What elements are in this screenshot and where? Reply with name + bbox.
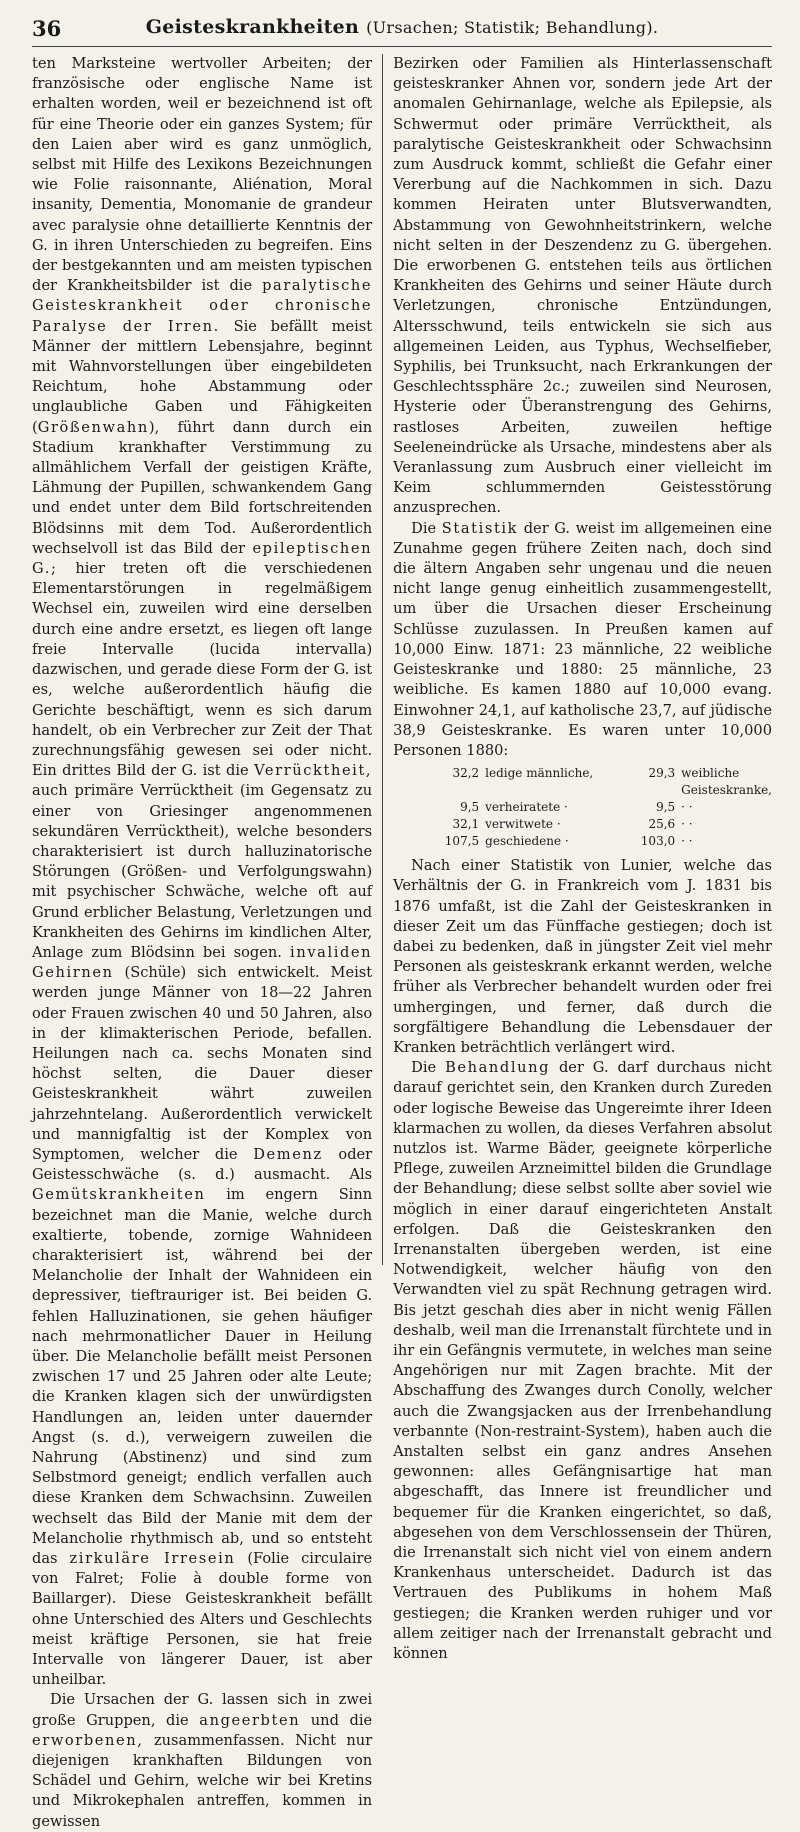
running-head-subtitle: (Ursachen; Statistik; Behandlung). [366, 18, 659, 37]
emphasis: invaliden Gehirnen [32, 943, 373, 982]
text-columns [32, 54, 773, 1830]
running-head-title: Geisteskrankheiten [145, 16, 360, 38]
emphasis: zirkuläre Irresein [69, 1550, 236, 1568]
emphasis: Demenz [253, 1145, 323, 1163]
right-column [383, 54, 773, 1663]
emphasis: angeerbten [199, 1711, 301, 1729]
paragraph: Die Statistik der G. weist im allgemeinen eine Zunahme gegen frühere Zeiten nach, doch sind die ältern Angaben sehr ungenau und die neuen nicht lange genug einheitlich zusammengestellt, um über die Ursachen dieser Erscheinung Schlüsse zuzulassen. In Preußen kamen auf 10,000 Einw. 1871: 23 männliche, 22 weibliche Geisteskranke und 1880: 25 männliche, 23 weibliche. Es kamen 1880 auf 10,000 evang. Einwohner 24,1, auf katholische 23,7, auf jüdische 38,9 Geisteskranke. Es waren unter 10,000 Personen 1880: [393, 519, 772, 759]
paragraph: ten Marksteine wertvoller Arbeiten; der französische oder englische Name ist erhalten worden, weil er bezeichnend ist oft für eine Theorie oder ein ganzes System; für den Laien aber wird es ganz unmöglich, selbst mit Hilfe des Lexikons Bezeichnungen wie Folie raisonnante, Aliénation, Moral insanity, Dementia, Monomanie de grandeur avec paralysie ohne detaillierte Kenntnis der G. in ihren Unterschieden zu begreifen. Eins der bestgekannten und am meisten typischen der Krankheitsbilder ist die paralytische Geisteskrankheit oder chronische Paralyse der Irren. Sie befällt meist Männer der mittlern Lebensjahre, beginnt mit Wahnvorstellungen über eingebildeten Reichtum, hohe Abstammung oder unglaubliche Gaben und Fähigkeiten (Größenwahn), führt dann durch ein Stadium krankhafter Verstimmung zu allmählichem Verfall der geistigen Kräfte, Lähmung der Pupillen, schwankendem Gang und endet unter dem Bild fortschreitenden Blödsinns mit dem Tod. Außerordentlich wechselvoll ist das Bild der epileptischen G.; hier treten oft die verschiedenen Elementarstörungen in regelmäßigem Wechsel ein, zuweilen wird eine derselben durch eine andre ersetzt, es liegen oft lange freie Intervalle (lucida intervalla) dazwischen, und gerade diese Form der G. ist es, welche außerordentlich häufig die Gerichte beschäftigt, wenn es sich darum handelt, ob ein Verbrecher zur Zeit der That zurechnungsfähig gewesen sei oder nicht. Ein drittes Bild der G. ist die Verrücktheit, auch primäre Verrücktheit (im Gegensatz zu einer von Griesinger angenommenen sekundären Verrücktheit), welche besonders charakterisiert ist durch halluzinatorische Störungen (Größen- und Verfolgungswahn) mit psychischer Schwäche, welche oft auf Grund erblicher Belastung, Verletzungen und Krankheiten des Gehirns im kindlichen Alter, Anlage zum Blödsinn bei sogen. invaliden Gehirnen (Schüle) sich entwickelt. Meist werden junge Männer von 18—22 Jahren oder Frauen zwischen 40 und 50 Jahren, also in der klimakterischen Periode, befallen. Heilungen nach ca. sechs Monaten sind höchst selten, die Dauer dieser Geisteskrankheit währt zuweilen jahrzehntelang. Außerordentlich verwickelt und mannigfaltig ist der Komplex von Symptomen, welcher die Demenz oder Geistesschwäche (s. d.) ausmacht. Als Gemütskrankheiten im engern Sinn bezeichnet man die Manie, welche durch exaltierte, tobende, zornige Wahnideen charakterisiert ist, während bei der Melancholie der Inhalt der Wahnideen ein depressiver, tieftrauriger ist. Bei beiden G. fehlen Halluzinationen, sie gehen häufiger nach mehrmonatlicher Dauer in Heilung über. Die Melancholie befällt meist Personen zwischen 17 und 25 Jahren oder alte Leute; die Kranken klagen sich der unwürdigsten Handlungen an, leiden unter dauernder Angst (s. d.), verweigern zuweilen die Nahrung (Abstinenz) und sind zum Selbstmord geneigt; endlich verfallen auch diese Kranken dem Schwachsinn. Zuweilen wechselt das Bild der Manie mit dem der Melancholie rhythmisch ab, und so entsteht das zirkuläre Irresein (Folie circulaire von Falret; Folie à double forme von Baillarger). Diese Geisteskrankheit befällt ohne Unterschied des Alters und Geschlechts meist kräftige Personen, sie hat freie Intervalle von längerer Dauer, ist aber unheilbar. [32, 55, 373, 1689]
emphasis: Behandlung [445, 1059, 551, 1077]
left-column [32, 54, 382, 1830]
table-row: 32,1 verwitwete · 25,6 · · [452, 817, 693, 832]
emphasis: erworbenen, [32, 1731, 144, 1749]
table-row: 9,5 verheiratete · 9,5 · · [460, 800, 693, 815]
running-head [32, 16, 772, 38]
statistics-table [433, 765, 772, 850]
paragraph: Bezirken oder Familien als Hinterlassenschaft geisteskranker Ahnen vor, sondern jede Art der anomalen Gehirnanlage, welche als Epilepsie, als Schwermut oder primäre Verrücktheit, als paralytische Geisteskrankheit oder Schwachsinn zum Ausdruck kommt, schließt die Gefahr einer Vererbung auf die Nachkommen in sich. Dazu kommen Heiraten unter Blutsverwandten, Abstammung von Gewohnheitstrinkern, welche nicht selten in der Deszendenz zu G. übergehen. Die erworbenen G. entstehen teils aus örtlichen Krankheiten des Gehirns und seiner Häute durch Verletzungen, chronische Entzündungen, Altersschwund, teils entwickeln sie sich aus allgemeinen Leiden, aus Typhus, Wechselfieber, Syphilis, bei Trunksucht, nach Erkrankungen der Geschlechtssphäre 2c.; zuweilen sind Neurosen, Hysterie oder Überanstrengung des Gehirns, rastloses Arbeiten, zuweilen heftige Seeleneindrücke als Ursache, mindestens aber als Veranlassung zum Ausbruch einer vielleicht im Keim schlummernden Geistesstörung anzusprechen. [393, 55, 772, 517]
page-number: 36 [32, 16, 62, 41]
emphasis: Statistik [441, 519, 519, 537]
emphasis: Verrücktheit, [254, 762, 373, 780]
emphasis: Gemütskrankheiten [32, 1186, 206, 1204]
table-row: 107,5 geschiedene · 103,0 · · [444, 834, 693, 849]
page-header [32, 12, 772, 47]
table-row: 32,2 ledige männliche, 29,3 weibliche Geisteskranke, [452, 766, 772, 798]
emphasis: paralytische Geisteskrankheit oder chronische Paralyse der Irren. [32, 277, 373, 335]
emphasis: epileptischen G.; [32, 539, 373, 578]
paragraph: Die Ursachen der G. lassen sich in zwei große Gruppen, die angeerbten und die erworbenen, zusammenfassen. Nicht nur diejenigen krankhaften Bildungen von Schädel und Gehirn, welche wir bei Kretins und Mikrokephalen antreffen, kommen in gewissen [32, 1691, 373, 1830]
paragraph: Die Behandlung der G. darf durchaus nicht darauf gerichtet sein, den Kranken durch Zureden oder logische Beweise das Ungereimte ihrer Ideen klarmachen zu wollen, da dieses Verfahren absolut nutzlos ist. Warme Bäder, geeignete körperliche Pflege, zuweilen Arzneimittel bilden die Grundlage der Behandlung; diese selbst sollte aber soviel wie möglich in einer darauf eingerichteten Anstalt erfolgen. Daß die Geisteskranken den Irrenanstalten übergeben werden, ist eine Notwendigkeit, welcher häufig von den Verwandten viel zu spät Rechnung getragen wird. Bis jetzt geschah dies aber in nicht wenig Fällen deshalb, weil man die Irrenanstalt fürchtete und in ihr ein Gefängnis vermutete, in welches man seine Angehörigen nur mit Zagen brachte. Mit der Abschaffung des Zwanges durch Conolly, welcher auch die Zwangsjacken aus der Irrenbehandlung verbannte (Non-restraint-System), haben auch die Anstalten selbst ein ganz andres Ansehen gewonnen: alles Gefängnisartige hat man abgeschafft, das Innere ist freundlicher und bequemer für die Kranken eingerichtet, so daß, abgesehen von dem Verschlossensein der Thüren, die Irrenanstalt sich nicht viel von einem andern Krankenhaus unterscheidet. Dadurch ist das Vertrauen des Publikums in hohem Maß gestiegen; die Kranken werden ruhiger und vor allem zeitiger nach der Irrenanstalt gebracht und können [393, 1059, 773, 1663]
paragraph: Nach einer Statistik von Lunier, welche das Verhältnis der G. in Frankreich vom J. 1831 bis 1876 umfaßt, ist die Zahl der Geisteskranken in dieser Zeit um das Fünffache gestiegen; doch ist dabei zu bedenken, daß in jüngster Zeit viel mehr Personen als geisteskrank erkannt werden, welche früher als Verbrecher behandelt wurden oder frei umhergingen, und ferner, daß durch die sorgfältigere Behandlung die Lebensdauer der Kranken beträchtlich verlängert wird. [393, 857, 772, 1056]
emphasis: Größenwahn [37, 418, 149, 436]
